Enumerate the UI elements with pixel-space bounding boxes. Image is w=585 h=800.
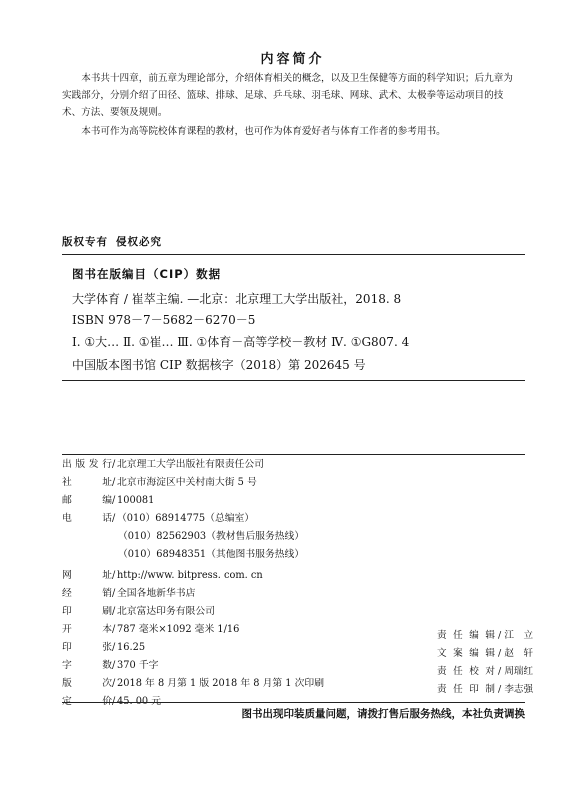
info-key: 电话: [62, 513, 112, 524]
staff-print-supervisor: 责任印制 / 李志强: [437, 682, 533, 698]
info-publisher: 出版发行/ 北京理工大学出版社有限责任公司: [62, 457, 264, 473]
info-word-count: 字数/ 370 千字: [62, 658, 158, 674]
staff-role: 责任编辑: [437, 630, 495, 641]
staff-role: 文案编辑: [437, 648, 495, 659]
info-phone-line-2: [118, 529, 304, 545]
info-edition: 版次/ 2018 年 8 月第 1 版 2018 年 8 月第 1 次印刷: [62, 676, 324, 692]
info-distributor: 经销/ 全国各地新华书店: [62, 586, 195, 602]
staff-name: 赵 轩: [504, 648, 534, 659]
intro-paragraph: 本书共十四章，前五章为理论部分，介绍体育相关的概念，以及卫生保健等方面的科学知识；后九章为实践部分，分别介绍了田径、篮球、排球、足球、乒乓球、羽毛球、网球、武术、太极拳等运动项目的技术、方法、要领及规则。: [62, 73, 513, 118]
staff-proofreader: 责任校对 / 周瑞红: [437, 664, 533, 680]
staff-name: 江 立: [504, 630, 534, 641]
info-key: 出版发行: [62, 459, 112, 470]
info-value: （010）68914775（总编室）: [117, 513, 255, 524]
cip-line-verification: 中国版本图书馆 CIP 数据核字（2018）第 202645 号: [72, 358, 366, 372]
info-key: 开本: [62, 624, 112, 635]
info-key: 印张: [62, 642, 112, 653]
copyright-right: 侵权必究: [116, 236, 162, 248]
info-key: 邮编: [62, 495, 112, 506]
intro-title: 内容简介: [260, 52, 325, 67]
info-key: 字数: [62, 660, 112, 671]
staff-role: 责任印制: [437, 684, 495, 695]
info-value: 16.25: [117, 642, 146, 653]
info-sheets: 印张/ 16.25: [62, 640, 145, 656]
info-value: 全国各地新华书店: [117, 588, 196, 599]
info-address: 社址/ 北京市海淀区中关村南大街 5 号: [62, 475, 257, 491]
cip-line-isbn: ISBN 978－7－5682－6270－5: [72, 313, 256, 327]
staff-name: 李志强: [504, 684, 534, 695]
staff-editor: 责任编辑 / 江 立: [437, 628, 533, 644]
info-key: 经销: [62, 588, 112, 599]
info-phone: 电话/ （010）68914775（总编室）: [62, 511, 254, 527]
info-value: （010）68948351（其他图书服务热线）: [118, 549, 305, 560]
quality-notice: 图书出现印装质量问题，请拨打售后服务热线，本社负责调换: [241, 708, 525, 720]
copyright-left: 版权专有: [62, 236, 108, 248]
intro-paragraph: 本书可作为高等院校体育课程的教材，也可作为体育爱好者与体育工作者的参考用书。: [81, 126, 446, 137]
info-key: 网址: [62, 570, 112, 581]
notice-top-rule: [62, 702, 525, 703]
info-value: 北京富达印务有限公司: [117, 606, 215, 617]
publication-top-rule: [62, 454, 525, 455]
cip-bottom-rule: [62, 380, 525, 381]
staff-copy-editor: 文案编辑 / 赵 轩: [437, 646, 533, 662]
info-value: （010）82562903（教材售后服务热线）: [118, 531, 305, 542]
info-value: 北京理工大学出版社有限责任公司: [117, 459, 264, 470]
info-format: 开本/ 787 毫米×1092 毫米 1/16: [62, 622, 239, 638]
intro-summary: [62, 70, 514, 140]
info-value: 2018 年 8 月第 1 版 2018 年 8 月第 1 次印刷: [117, 678, 325, 689]
info-value: 370 千字: [117, 660, 159, 671]
info-key: 版次: [62, 678, 112, 689]
info-phone-line-3: [118, 547, 304, 563]
staff-role: 责任校对: [437, 666, 495, 677]
info-key: 社址: [62, 477, 112, 488]
copyright-notice: [62, 234, 162, 249]
info-printer: 印刷/ 北京富达印务有限公司: [62, 604, 215, 620]
info-value: http://www. bitpress. com. cn: [117, 570, 263, 581]
cip-top-rule: [62, 254, 525, 255]
cip-heading: 图书在版编目（CIP）数据: [72, 267, 222, 281]
info-postcode: 邮编/ 100081: [62, 493, 154, 509]
info-website: 网址/ http://www. bitpress. com. cn: [62, 568, 263, 584]
info-key: 印刷: [62, 606, 112, 617]
info-value: 100081: [117, 495, 155, 506]
cip-line-title: 大学体育 / 崔萃主编. —北京：北京理工大学出版社，2018. 8: [72, 292, 402, 306]
staff-name: 周瑞红: [504, 666, 534, 677]
info-value: 787 毫米×1092 毫米 1/16: [117, 624, 240, 635]
cip-line-classification: Ⅰ. ①大… Ⅱ. ①崔… Ⅲ. ①体育－高等学校－教材 Ⅳ. ①G807. 4: [72, 335, 410, 349]
info-value: 北京市海淀区中关村南大街 5 号: [117, 477, 257, 488]
